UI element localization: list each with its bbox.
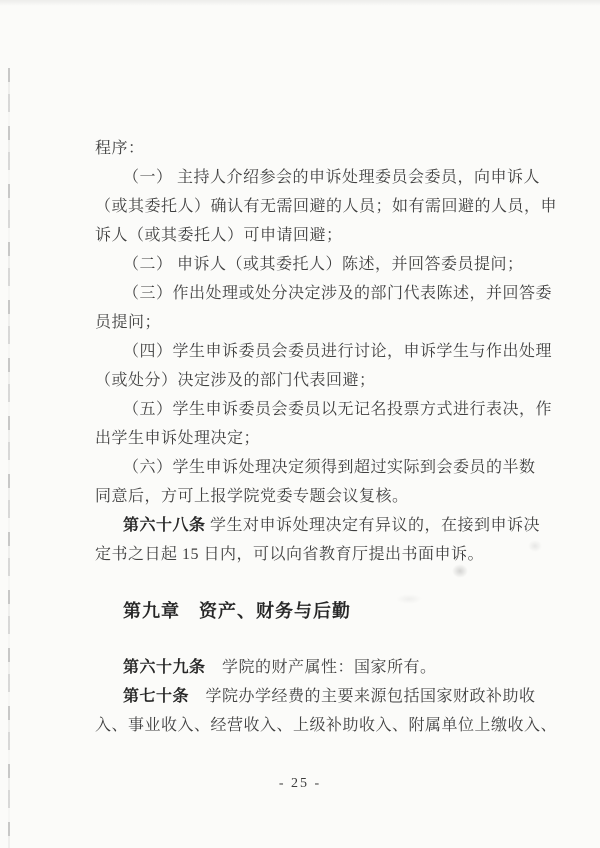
text-run: （一） 主持人介绍参会的申诉处理委员会委员，向申诉人 (123, 169, 541, 186)
chapter-heading (95, 596, 562, 626)
article-68 (95, 511, 562, 540)
text-run: 员提问； (95, 314, 162, 331)
bold-term: 第九章 资产、财务与后勤 (123, 601, 351, 621)
text-run: 出学生申诉处理决定； (95, 430, 261, 447)
list-item-5-cont (95, 424, 562, 453)
list-item-5 (95, 395, 562, 424)
text-run: （六）学生申诉处理决定须得到超过实际到会委员的半数 (123, 459, 536, 476)
text-run: 诉人（或其委托人）可申请回避； (95, 227, 343, 244)
list-item-3-cont (95, 308, 562, 337)
article-70 (95, 682, 562, 711)
article-69 (95, 653, 562, 682)
text-run: 程序： (95, 140, 145, 157)
list-item-2 (95, 250, 562, 279)
text-run: 同意后，方可上报学院党委专题会议复核。 (95, 488, 409, 505)
text-run: （或处分）决定涉及的部门代表回避； (95, 372, 376, 389)
list-item-1-cont (95, 221, 562, 250)
list-item-6-cont (95, 482, 562, 511)
bold-term: 第六十八条 (123, 517, 206, 534)
bold-term: 第六十九条 (123, 659, 206, 676)
list-item-1-cont (95, 192, 562, 221)
text-run: 学院的财产属性：国家所有。 (205, 659, 437, 676)
list-item-1 (95, 163, 562, 192)
article-70-cont (95, 711, 562, 740)
bold-term: 第七十条 (123, 688, 190, 705)
list-item-6 (95, 453, 562, 482)
text-run: （五）学生申诉委员会委员以无记名投票方式进行表决，作 (123, 401, 553, 418)
list-item-3 (95, 279, 562, 308)
text-run: 学院办学经费的主要来源包括国家财政补助收 (189, 688, 536, 705)
text-run: 入、事业收入、经营收入、上级补助收入、附属单位上缴收入、 (95, 717, 558, 734)
text-run: （二） 申诉人（或其委托人）陈述，并回答委员提问； (123, 256, 524, 273)
text-run: 定书之日起 15 日内，可以向省教育厅提出书面申诉。 (95, 546, 485, 563)
paragraph-continuation (95, 134, 562, 163)
text-run: （或其委托人）确认有无需回避的人员；如有需回避的人员，申 (95, 198, 558, 215)
list-item-4 (95, 337, 562, 366)
text-run: （三）作出处理或处分决定涉及的部门代表陈述，并回答委 (123, 285, 553, 302)
page-number: - 25 - (278, 776, 322, 791)
text-run: 学生对申诉处理决定有异议的，在接到申诉决 (205, 517, 541, 534)
list-item-4-cont (95, 366, 562, 395)
text-run: （四）学生申诉委员会委员进行讨论，申诉学生与作出处理 (123, 343, 553, 360)
article-68-cont (95, 540, 562, 569)
